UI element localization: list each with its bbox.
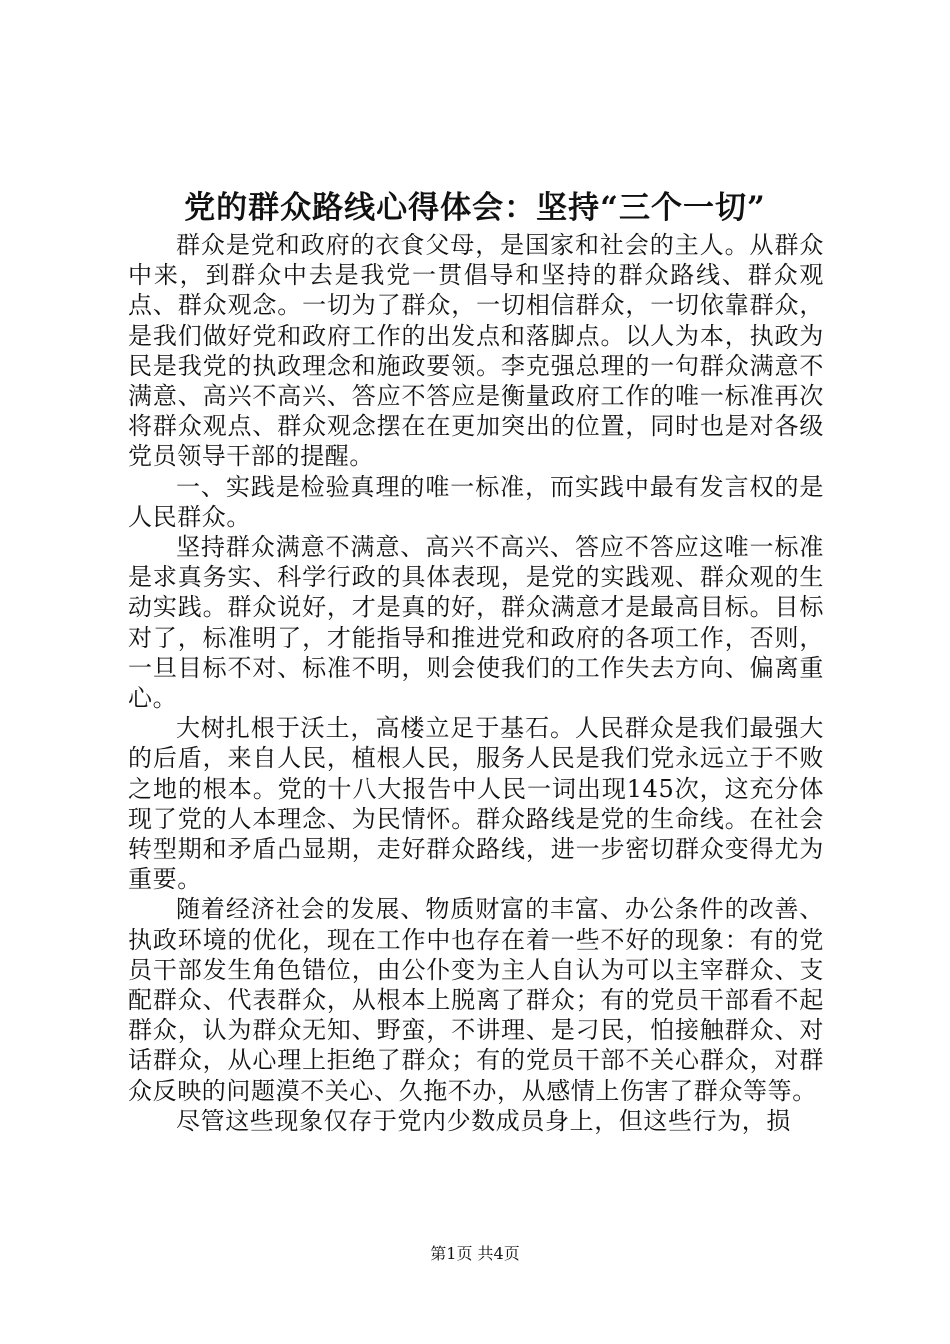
paragraph: 尽管这些现象仅存于党内少数成员身上，但这些行为，损	[176, 1106, 791, 1135]
paragraph: 大树扎根于沃土，高楼立足于基石。人民群众是我们最强大的后盾，来自人民，植根人民，服务人民是我们党永远立于不败之地的根本。党的十八大报告中人民一词出现145次，这充分体现了党的人本理念、为民情怀。群众路线是党的生命线。在社会转型期和矛盾凸显期，走好群众路线，进一步密切群众变得尤为重要。	[128, 714, 824, 894]
document-title: 党的群众路线心得体会：坚持“三个一切”	[184, 190, 766, 226]
paragraph: 坚持群众满意不满意、高兴不高兴、答应不答应这唯一标准是求真务实、科学行政的具体表现，是党的实践观、群众观的生动实践。群众说好，才是真的好，群众满意才是最高目标。目标对了，标准明了，才能指导和推进党和政府的各项工作，否则，一旦目标不对、标准不明，则会使我们的工作失去方向、偏离重心。	[128, 533, 824, 713]
document-body	[128, 230, 824, 1136]
paragraph: 一、实践是检验真理的唯一标准，而实践中最有发言权的是人民群众。	[128, 472, 824, 531]
page-number-footer: 第1页 共4页	[430, 1244, 520, 1263]
paragraph: 随着经济社会的发展、物质财富的丰富、办公条件的改善、执政环境的优化，现在工作中也存在着一些不好的现象：有的党员干部发生角色错位，由公仆变为主人自认为可以主宰群众、支配群众、代表群众，从根本上脱离了群众；有的党员干部看不起群众，认为群众无知、野蛮，不讲理、是刁民，怕接触群众、对话群众，从心理上拒绝了群众；有的党员干部不关心群众，对群众反映的问题漠不关心、久拖不办，从感情上伤害了群众等等。	[128, 895, 824, 1105]
paragraph: 群众是党和政府的衣食父母，是国家和社会的主人。从群众中来，到群众中去是我党一贯倡导和坚持的群众路线、群众观点、群众观念。一切为了群众，一切相信群众，一切依靠群众，是我们做好党和政府工作的出发点和落脚点。以人为本，执政为民是我党的执政理念和施政要领。李克强总理的一句群众满意不满意、高兴不高兴、答应不答应是衡量政府工作的唯一标准再次将群众观点、群众观念摆在在更加突出的位置，同时也是对各级党员领导干部的提醒。	[128, 231, 824, 471]
